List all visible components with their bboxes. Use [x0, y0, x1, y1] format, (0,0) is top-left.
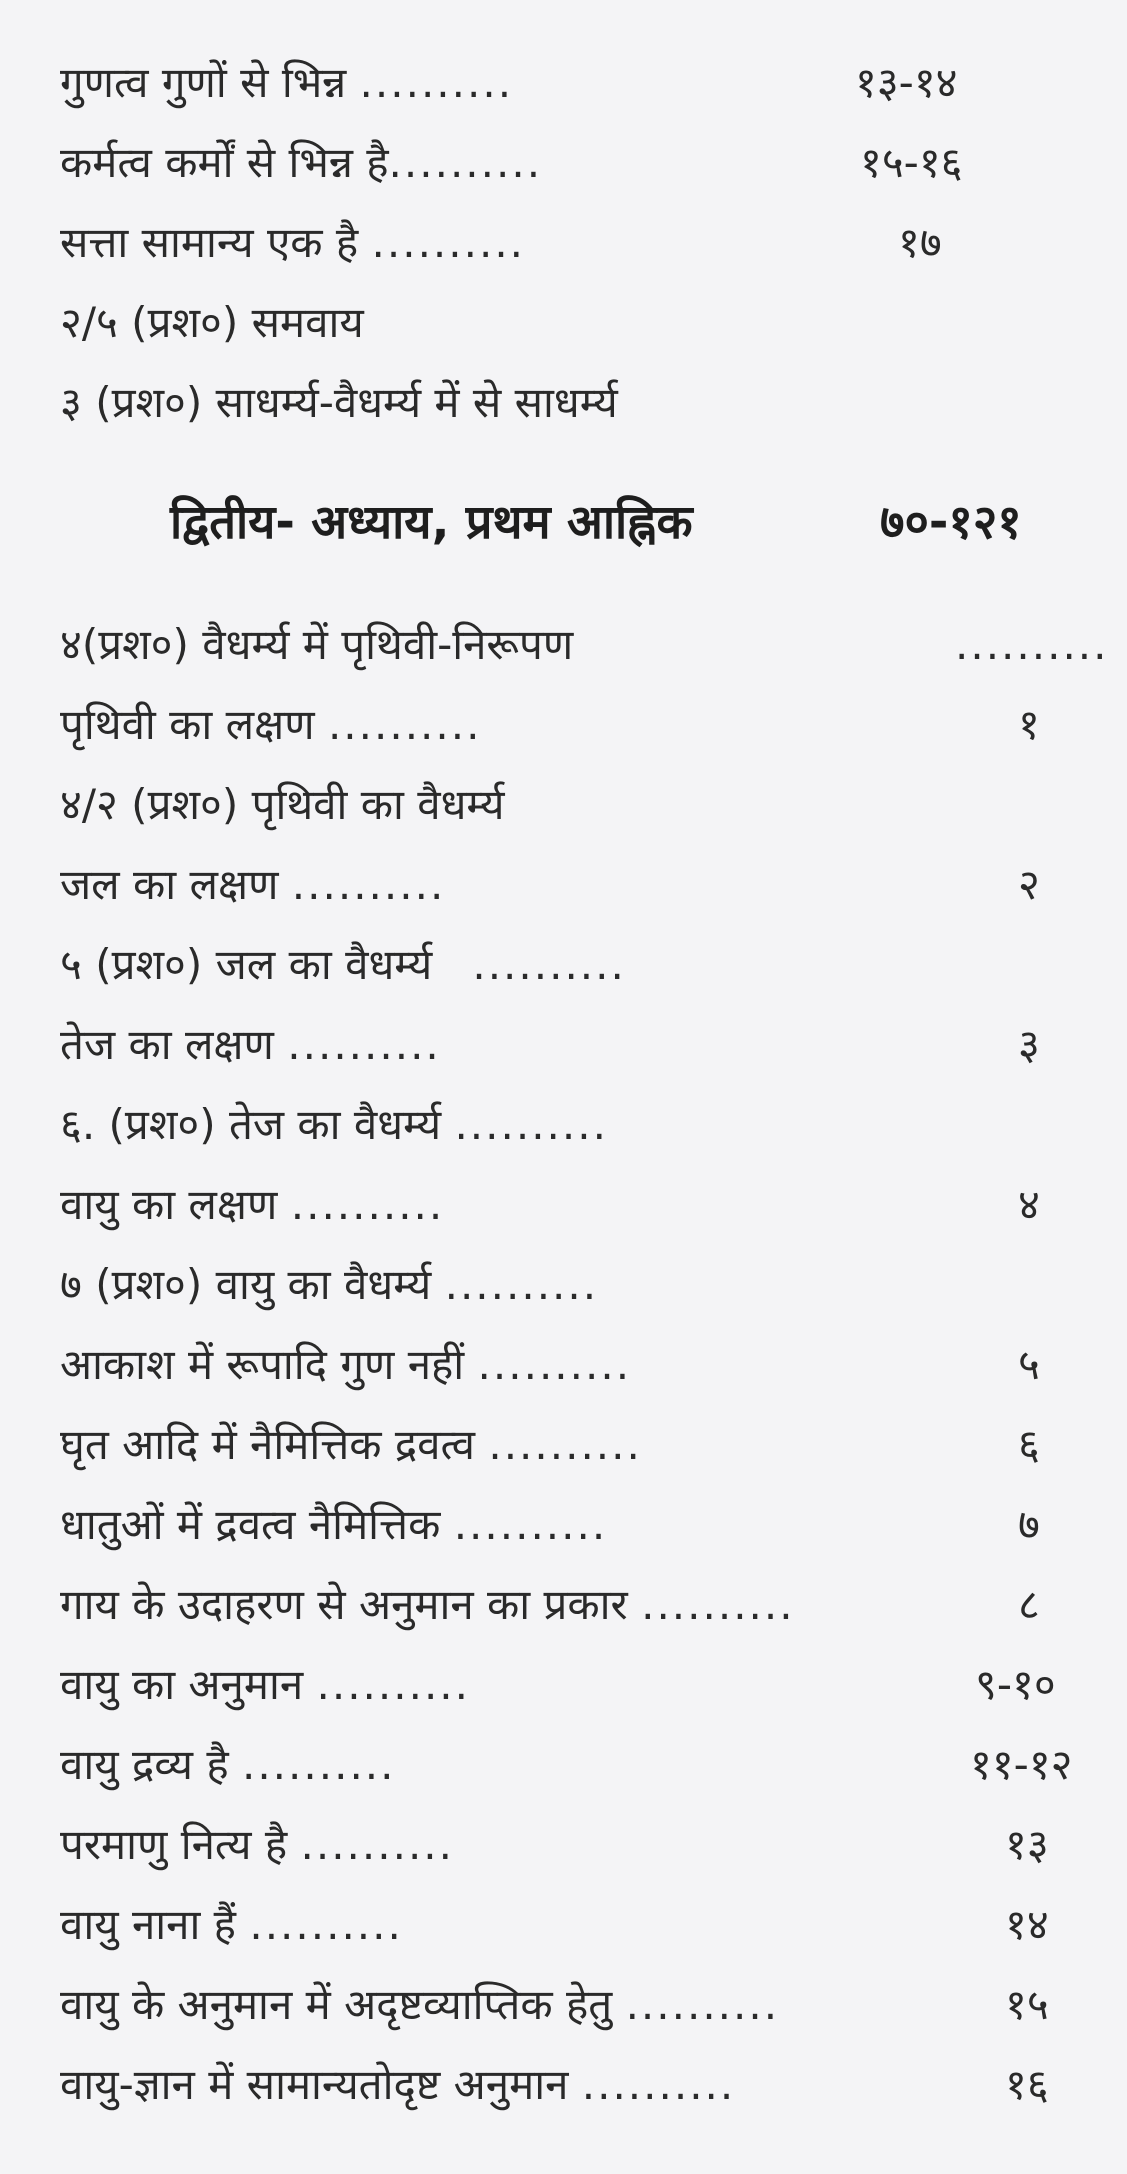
entry-page-number: ११-१२ [970, 1740, 1073, 1789]
index-entry [60, 1410, 1070, 1480]
entry-label: घृत आदि में नैमित्तिक द्रवत्व .......... [60, 1420, 642, 1469]
index-entry [60, 48, 1070, 118]
index-entry [60, 1570, 1070, 1640]
index-entry [60, 1970, 1070, 2040]
index-entry [60, 1650, 1070, 1720]
entry-page-number: १५-१६ [860, 138, 963, 187]
entry-page-number: ५ [1018, 1340, 1040, 1389]
entry-page-number: १ [1018, 700, 1040, 749]
entry-page-number: १६ [1005, 2060, 1049, 2109]
index-entry [60, 1890, 1070, 1960]
entry-label: ५ (प्रश०) जल का वैधर्म्य .......... [60, 940, 626, 989]
entry-label: वायु द्रव्य है .......... [60, 1740, 396, 1789]
entry-label: पृथिवी का लक्षण .......... [60, 700, 482, 749]
index-entry [60, 1010, 1070, 1080]
entry-label: वायु का अनुमान .......... [60, 1660, 471, 1709]
index-entry [60, 1490, 1070, 1560]
index-entry [60, 2050, 1070, 2120]
entry-page-number: १७ [898, 218, 942, 267]
index-entry [60, 1170, 1070, 1240]
entry-label: गाय के उदाहरण से अनुमान का प्रकार .......... [60, 1580, 795, 1629]
entry-label: ६. (प्रश०) तेज का वैधर्म्य .......... [60, 1100, 608, 1149]
entry-page-number: ८ [1018, 1580, 1040, 1629]
entry-label: ३ (प्रश०) साधर्म्य-वैधर्म्य में से साधर्म्य [60, 378, 618, 427]
entry-label: गुणत्व गुणों से भिन्न .......... [60, 58, 514, 107]
entry-page-number: ७ [1018, 1500, 1040, 1549]
entry-page-number: १४ [1005, 1900, 1049, 1949]
index-entry [60, 208, 1070, 278]
index-entry [60, 770, 1070, 840]
entry-page-number: ६ [1018, 1420, 1040, 1469]
index-entry [60, 128, 1070, 198]
index-entry [60, 850, 1070, 920]
entry-page-number: २ [1018, 860, 1040, 909]
chapter-heading [170, 488, 1070, 558]
entry-label: धातुओं में द्रवत्व नैमित्तिक .......... [60, 1500, 608, 1549]
entry-label: कर्मत्व कर्मों से भिन्न है.......... [60, 138, 543, 187]
entry-label: आकाश में रूपादि गुण नहीं .......... [60, 1340, 632, 1389]
entry-label: जल का लक्षण .......... [60, 860, 446, 909]
entry-page-number: १५ [1005, 1980, 1049, 2029]
entry-page-number: ३ [1018, 1020, 1040, 1069]
entry-label: वायु के अनुमान में अदृष्टव्याप्तिक हेतु .......... [60, 1980, 780, 2029]
chapter-page-range: ७०-१२१ [880, 495, 1022, 550]
index-entry [60, 368, 1070, 438]
index-entry [60, 1250, 1070, 1320]
entry-label: वायु नाना हैं .......... [60, 1900, 403, 1949]
chapter-title: द्वितीय- अध्याय, प्रथम आह्निक [170, 495, 693, 550]
entry-label: वायु-ज्ञान में सामान्यतोदृष्ट अनुमान .......... [60, 2060, 736, 2109]
entry-label: सत्ता सामान्य एक है .......... [60, 218, 526, 267]
index-entry [60, 1330, 1070, 1400]
entry-label: ४(प्रश०) वैधर्म्य में पृथिवी-निरूपण [60, 620, 574, 669]
entry-page-number: १३-१४ [855, 58, 958, 107]
index-entry [60, 610, 1109, 680]
entry-label: २/५ (प्रश०) समवाय [60, 298, 364, 347]
index-entry [60, 288, 1070, 358]
entry-page-number: .......... [955, 620, 1109, 669]
entry-page-number: ४ [1018, 1180, 1040, 1229]
index-entry [60, 1090, 1070, 1160]
entry-label: तेज का लक्षण .......... [60, 1020, 441, 1069]
index-entry [60, 690, 1070, 760]
entry-label: ७ (प्रश०) वायु का वैधर्म्य .......... [60, 1260, 599, 1309]
entry-label: ४/२ (प्रश०) पृथिवी का वैधर्म्य [60, 780, 505, 829]
entry-label: वायु का लक्षण .......... [60, 1180, 445, 1229]
index-entry [60, 1810, 1070, 1880]
entry-label: परमाणु नित्य है .......... [60, 1820, 455, 1869]
entry-page-number: १३ [1005, 1820, 1049, 1869]
index-entry [60, 930, 1070, 1000]
index-entry [60, 1730, 1073, 1800]
entry-page-number: ९-१० [975, 1660, 1056, 1709]
